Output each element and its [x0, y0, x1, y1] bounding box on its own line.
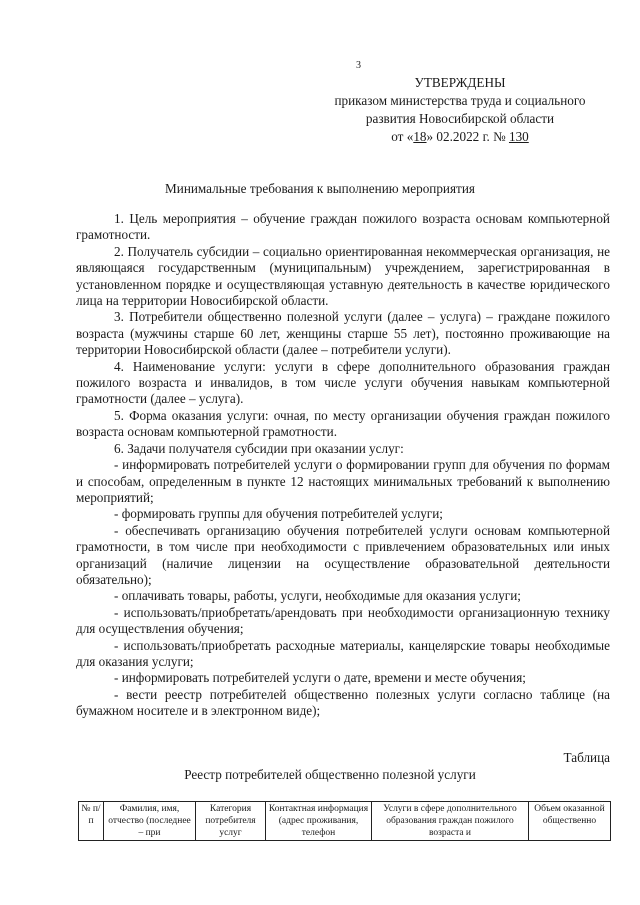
paragraph-6: 6. Задачи получателя субсидии при оказании услуг:: [114, 440, 404, 456]
header-cell-full-name: Фамилия, имя, отчество (последнее – при: [104, 802, 196, 841]
paragraph-5: 5. Форма оказания услуги: очная, по месту организации обучения граждан пожилого возраста основам компьютерной грамотности.: [76, 407, 610, 440]
approval-date-line: [300, 128, 620, 146]
approval-date-prefix: от «: [391, 129, 414, 144]
approval-heading: УТВЕРЖДЕНЫ: [414, 75, 506, 90]
task-item: - использовать/приобретать расходные материалы, канцелярские товары необходимые для оказания услуги;: [76, 637, 610, 669]
header-cell-contact: Контактная информация (адрес проживания, телефон: [266, 802, 372, 841]
task-item: - использовать/приобретать/арендовать при необходимости организационную технику для осуществления обучения;: [76, 604, 610, 637]
table-title: Реестр потребителей общественно полезной услуги: [184, 767, 476, 782]
paragraph-1: 1. Цель мероприятия – обучение граждан пожилого возраста основам компьютерной грамотности.: [76, 211, 610, 243]
task-item: - обеспечивать организацию обучения потребителей услуги основам компьютерной грамотности, в том числе при необходимости с привлечением образовательных или иных организаций (наличие лицензии на осуществление образовательной деятельности обязательно);: [76, 522, 610, 587]
approval-order-number: 130: [508, 129, 529, 144]
task-item: - вести реестр потребителей общественно полезных услуги согласно таблице (на бумажном носителе и в электронном виде);: [76, 686, 610, 719]
table-header-row: [79, 802, 611, 841]
document-title: Минимальные требования к выполнению мероприятия: [165, 181, 475, 196]
approval-ministry-line: развития Новосибирской области: [365, 111, 555, 126]
task-item: - информировать потребителей услуги о формировании групп для обучения по формам и способам, определенным в пункте 12 настоящих минимальных требований к выполнению мероприятий;: [76, 457, 610, 505]
header-cell-volume: Объем оказанной общественно: [529, 802, 611, 841]
header-cell-number: № п/п: [79, 802, 104, 841]
document-body: [76, 211, 610, 720]
header-cell-services: Услуги в сфере дополнительного образования граждан пожилого возраста и: [372, 802, 529, 841]
header-cell-category: Категория потребителя услуг: [196, 802, 266, 841]
paragraph-3: 3. Потребители общественно полезной услуги (далее – услуга) – граждане пожилого возраста (мужчины старше 60 лет, женщины старше 55 лет), постоянно проживающие на территории Новосибирской области (далее – потребители услуги).: [76, 309, 610, 358]
page-number: 3: [356, 60, 361, 71]
task-item: - формировать группы для обучения потребителей услуги;: [114, 506, 443, 522]
table-label: Таблица: [563, 750, 610, 765]
approval-block: [300, 74, 620, 146]
approval-date-mid: » 02.2022 г. №: [426, 129, 509, 144]
task-item: - оплачивать товары, работы, услуги, необходимые для оказания услуги;: [114, 588, 521, 604]
registry-table: [78, 801, 611, 841]
approval-order-line: приказом министерства труда и социального: [334, 93, 586, 108]
task-item: - информировать потребителей услуги о дате, времени и месте обучения;: [114, 670, 526, 686]
paragraph-4: 4. Наименование услуги: услуги в сфере дополнительного образования граждан пожилого возраста и инвалидов, в том числе услуги обучения навыкам компьютерной грамотности (далее – услуга).: [76, 358, 610, 407]
approval-day: 18: [413, 129, 427, 144]
paragraph-2: 2. Получатель субсидии – социально ориентированная некоммерческая организация, не являющаяся государственным (муниципальным) учреждением, зарегистрированная в установленном порядке и осуществляющая уставную деятельность в качестве юридического лица на территории Новосибирской области.: [76, 243, 610, 309]
